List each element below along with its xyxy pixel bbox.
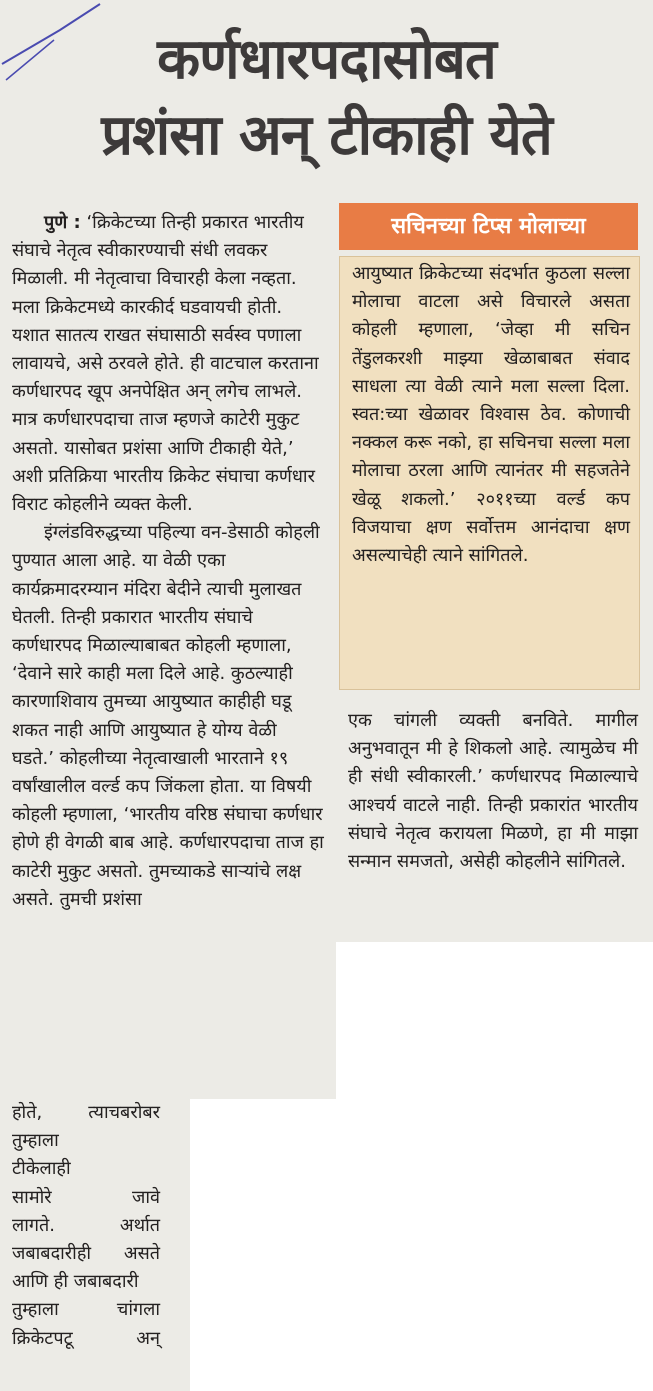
paragraph-text: ‘क्रिकेटच्या तिन्ही प्रकारत भारतीय संघाचे नेतृत्व स्वीकारण्याची संधी लवकर मिळाली. मी नेतृत्वाचा विचारही केला नव्हता. मला क्रिकेटमध्ये कारकीर्द घडवायची होती. यशात सातत्य राखत संघासाठी सर्वस्व पणाला लावायचे, असे ठरवले होते. ही वाटचाल करताना कर्णधारपद खूप अनपेक्षित अन् लगेच लाभले. मात्र कर्णधारपदाचा ताज म्हणजे काटेरी मुकुट असतो. यासोबत प्रशंसा आणि टीकाही येते,’ अशी प्रतिक्रिया भारतीय क्रिकेट संघाचा कर्णधार विराट कोहलीने व्यक्त केली. [12, 212, 319, 516]
narrow-text-line [12, 1099, 160, 1127]
article-paragraph: इंग्लंडविरुद्धच्या पहिल्या वन-डेसाठी कोहली पुण्यात आला आहे. या वेळी एका कार्यक्रमादरम्यान मंदिरा बेदीने त्याची मुलाखत घेतली. तिन्ही प्रकारात भारतीय संघाचे कर्णधारपद मिळाल्याबाबत कोहली म्हणाला, ‘देवाने सारे काही मला दिले आहे. कुठल्याही कारणाशिवाय तुमच्या आयुष्यात काहीही घडू शकत नाही आणि आयुष्यात हे योग्य वेळी घडते.’ कोहलीच्या नेतृत्वाखाली भारताने १९ वर्षांखालील वर्ल्ड कप जिंकला होता. या विषयी कोहली म्हणाला, ‘भारतीय वरिष्ठ संघाचा कर्णधार होणे ही वेगळी बाब आहे. कर्णधारपदाचा ताज हा काटेरी मुकुट असतो. तुमच्याकडे साऱ्यांचे लक्ष असते. तुमची प्रशंसा [12, 522, 324, 910]
narrow-text-line [12, 1240, 160, 1268]
word: होते, [12, 1102, 43, 1123]
narrow-text-line [12, 1325, 160, 1353]
headline-line-1: कर्णधारपदासोबत [157, 27, 496, 92]
headline-line-2: प्रशंसा अन् टीकाही येते [101, 103, 552, 168]
word: जावे [131, 1186, 160, 1208]
word: त्याचबरोबर [88, 1102, 160, 1123]
word: असते [123, 1243, 160, 1265]
article-continuation: एक चांगली व्यक्ती बनविते. मागील अनुभवातून मी हे शिकलो आहे. त्यामुळेच मी ही संधी स्वीकारली.’ कर्णधारपद मिळाल्याचे आश्‍चर्य वाटले नाही. तिन्ही प्रकारांत भारतीय संघाचे नेतृत्व करायला मिळणे, हा मी माझा सन्मान समजतो, असेही कोहलीने सांगितले. [348, 710, 638, 873]
word: तुम्हाला [12, 1299, 59, 1321]
article-left-column [12, 209, 324, 914]
word: अर्थात [119, 1214, 160, 1236]
word: टीकेलाही [12, 1158, 71, 1180]
word: आणि ही जबाबदारी [12, 1271, 139, 1293]
word: जबाबदारीही [12, 1243, 92, 1265]
narrow-text-line [12, 1127, 160, 1155]
sidebar-text-column [352, 260, 630, 570]
clipping-lower-panel [0, 942, 336, 1099]
word: तुम्हाला [12, 1130, 59, 1152]
dateline: पुणे : [44, 212, 81, 233]
word: लागते. [12, 1214, 55, 1236]
narrow-text-line [12, 1268, 160, 1296]
narrow-text-line [12, 1212, 160, 1240]
article-right-column [348, 707, 638, 876]
article-paragraph [12, 209, 324, 519]
narrow-text-line [12, 1184, 160, 1212]
word: सामोरे [12, 1186, 52, 1208]
sidebar-body: आयुष्यात क्रिकेटच्या संदर्भात कुठला सल्ला मोलाचा वाटला असे विचारले असता कोहली म्हणाला, ‘जेव्हा मी सचिन तेंडुलकरशी माझ्या खेळाबाबत संवाद साधला त्या वेळी त्याने मला सल्ला दिला. स्वत:च्या खेळावर विश्‍वास ठेव. कोणाची नक्कल करू नको, हा सचिनचा सल्ला मला मोलाचा ठरला आणि त्यानंतर मी सहजतेने खेळू शकलो.’ २०११च्या वर्ल्ड कप विजयाचा क्षण सर्वोत्तम आनंदाचा क्षण असल्याचेही त्याने सांगितले. [352, 263, 630, 567]
narrow-text-line [12, 1296, 160, 1324]
article-narrow-column [12, 1099, 160, 1353]
word: क्रिकेटपटू [12, 1327, 73, 1349]
word: चांगला [116, 1299, 160, 1321]
narrow-text-line [12, 1155, 160, 1183]
sidebar-heading: सचिनच्या टिप्स मोलाच्या [339, 203, 638, 250]
word: अन् [136, 1327, 160, 1349]
